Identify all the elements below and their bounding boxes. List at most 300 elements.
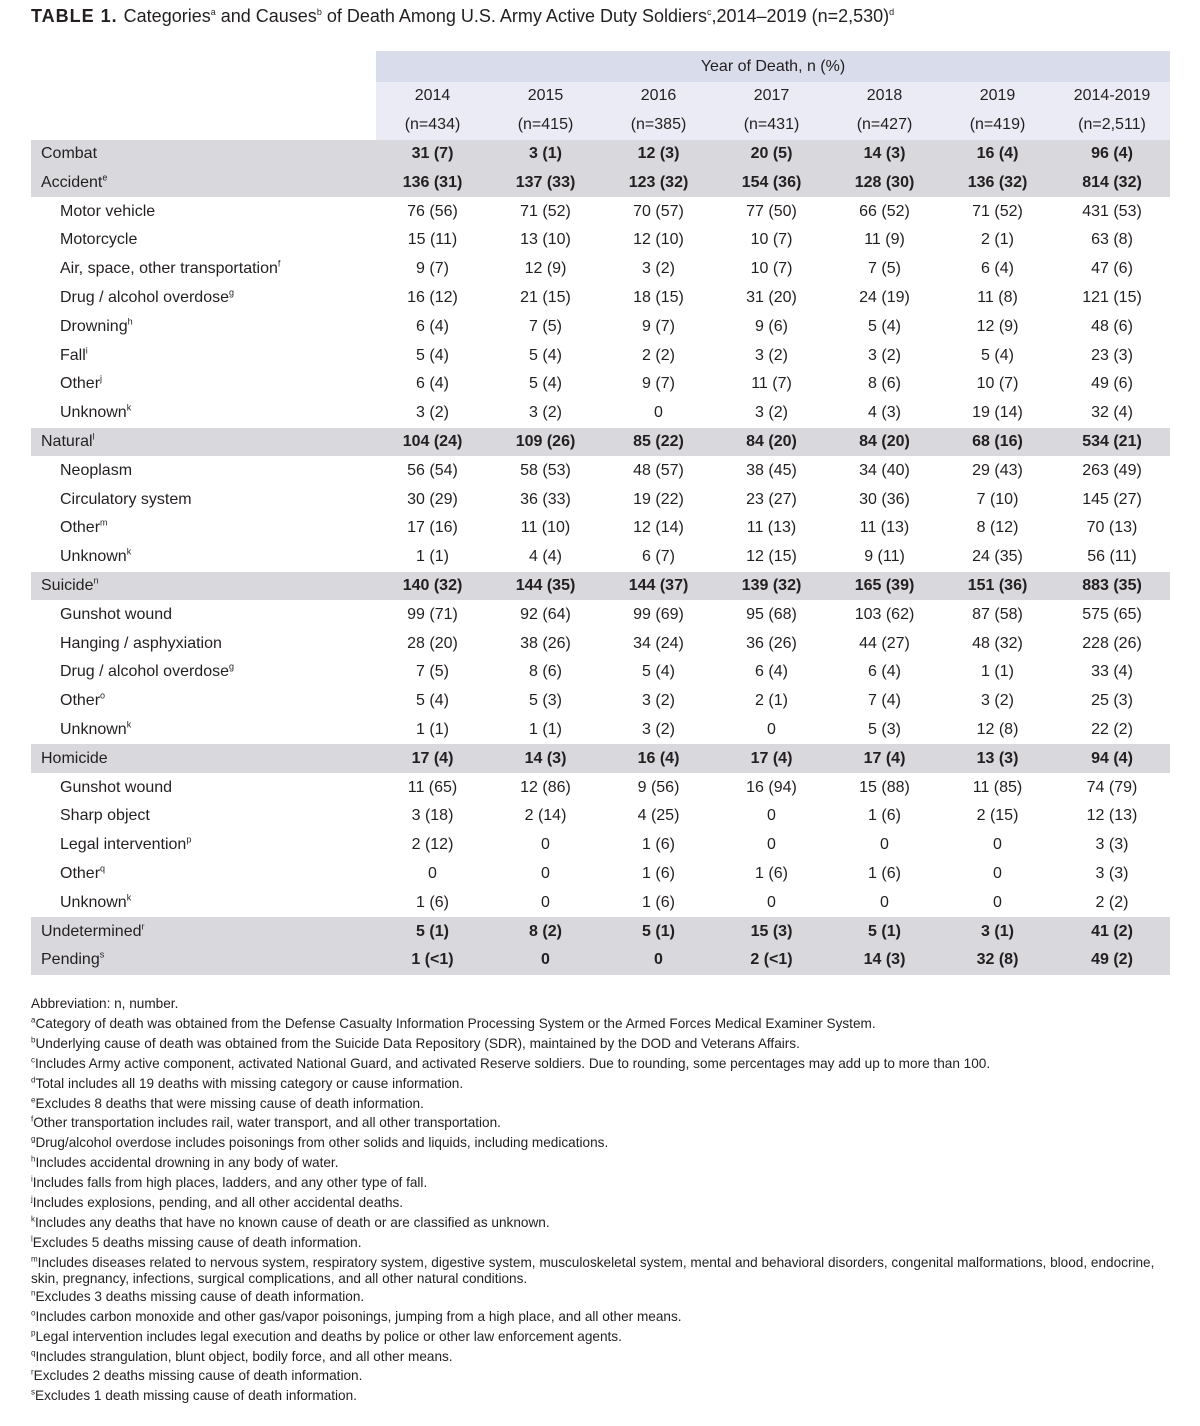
year-header: 2014-2019: [1054, 82, 1170, 111]
table-cell: 22 (2): [1091, 720, 1133, 738]
row-label: [31, 284, 376, 313]
table-cell: 70 (57): [633, 202, 684, 220]
table-cell: 10 (7): [750, 260, 793, 278]
table-cell: 19 (22): [633, 490, 684, 508]
table-cell: 16 (4): [602, 744, 715, 773]
row-label: [31, 341, 376, 370]
table-cell: 15 (3): [715, 917, 828, 946]
table-cell: 8 (12): [976, 519, 1019, 537]
table-cell: 23 (3): [1091, 346, 1133, 364]
row-label: [31, 428, 376, 457]
table-cell: 3 (2): [755, 346, 788, 364]
table-cell: 15 (88): [859, 778, 910, 796]
row-label: [31, 226, 376, 255]
table-cell: 12 (8): [976, 720, 1019, 738]
footnote-marker: s: [31, 1387, 35, 1397]
footnote: [31, 1133, 1181, 1153]
footnote: [31, 1327, 1181, 1347]
year-header: 2015: [489, 82, 602, 111]
row-label: [31, 370, 376, 399]
footnote-text: Legal intervention includes legal execution and deaths by police or other law enforcement agents.: [35, 1328, 622, 1344]
table-cell: 23 (27): [746, 490, 797, 508]
table-cell: 11 (10): [520, 519, 571, 537]
row-label-text: Drug / alcohol overdose: [60, 288, 229, 306]
cause-row: [31, 197, 1170, 226]
category-row: [31, 744, 1170, 773]
cause-row: [31, 456, 1170, 485]
n-header: (n=415): [489, 111, 602, 140]
table-cell: 3 (2): [868, 346, 901, 364]
table-cell: 11 (85): [972, 778, 1023, 796]
table-cell: 1 (1): [529, 720, 562, 738]
footnote-marker: j: [31, 1194, 33, 1204]
table-cell: 44 (27): [859, 634, 910, 652]
table-cell: 1 (6): [642, 893, 675, 911]
row-label: [31, 716, 376, 745]
table-cell: 883 (35): [1054, 572, 1170, 601]
table-cell: 30 (29): [407, 490, 458, 508]
table-cell: 3 (2): [642, 260, 675, 278]
footnote-marker: k: [126, 402, 132, 413]
table-cell: 5 (1): [828, 917, 941, 946]
row-label-text: Motorcycle: [60, 231, 138, 249]
row-label: [31, 600, 376, 629]
row-label-text: Combat: [41, 144, 98, 162]
table-cell: 3 (2): [755, 404, 788, 422]
table-cell: 123 (32): [602, 168, 715, 197]
footnote: [31, 994, 1181, 1014]
table-cell: 128 (30): [828, 168, 941, 197]
table-cell: 103 (62): [854, 605, 915, 623]
footnote: [31, 1287, 1181, 1307]
table-cell: 575 (65): [1082, 605, 1142, 623]
row-label: [31, 629, 376, 658]
cause-row: [31, 831, 1170, 860]
table-cell: 8 (2): [489, 917, 602, 946]
table-cell: 0: [602, 946, 715, 975]
table-cell: 263 (49): [1082, 461, 1142, 479]
footnotes: [31, 994, 1181, 1406]
table-cell: 13 (3): [941, 744, 1054, 773]
footnote-text: Excludes 5 deaths missing cause of death information.: [32, 1234, 362, 1250]
table-cell: 0: [654, 404, 663, 422]
n-header: (n=431): [715, 111, 828, 140]
footnote-marker: i: [31, 1174, 33, 1184]
row-label: [31, 456, 376, 485]
cause-row: [31, 658, 1170, 687]
row-label: [31, 658, 376, 687]
row-label-text: Air, space, other transportation: [60, 260, 278, 278]
footnote-marker: e: [102, 172, 108, 183]
table-cell: 3 (2): [642, 720, 675, 738]
table-cell: 4 (25): [637, 807, 680, 825]
table-cell: 2 (1): [981, 231, 1014, 249]
footnote: [31, 1173, 1181, 1193]
table-cell: 139 (32): [715, 572, 828, 601]
row-label: [31, 831, 376, 860]
table-cell: 16 (12): [407, 288, 458, 306]
cause-row: [31, 543, 1170, 572]
footnote-marker: m: [100, 518, 108, 529]
table-cell: 2 (14): [524, 807, 567, 825]
table-cell: 76 (56): [407, 202, 458, 220]
table-cell: 16 (4): [941, 140, 1054, 169]
table-cell: 84 (20): [828, 428, 941, 457]
footnote-text: Includes any deaths that have no known cause of death or are classified as unknown.: [35, 1214, 550, 1230]
row-label: [31, 312, 376, 341]
table-cell: 1 (6): [642, 836, 675, 854]
cause-row: [31, 485, 1170, 514]
cause-row: [31, 773, 1170, 802]
category-row: [31, 946, 1170, 975]
title-footnote-marker: b: [316, 7, 322, 17]
footnote-text: Excludes 8 deaths that were missing cause of death information.: [35, 1095, 424, 1111]
footnote-marker: a: [31, 1015, 36, 1025]
table-cell: 20 (5): [715, 140, 828, 169]
table-cell: 30 (36): [859, 490, 910, 508]
table-cell: 12 (10): [633, 231, 684, 249]
table-cell: 14 (3): [489, 744, 602, 773]
table-cell: 154 (36): [715, 168, 828, 197]
table-cell: 84 (20): [715, 428, 828, 457]
footnote-text: Excludes 1 death missing cause of death information.: [35, 1388, 357, 1404]
footnote-marker: b: [31, 1035, 36, 1045]
footnote: [31, 1014, 1181, 1034]
category-row: [31, 168, 1170, 197]
row-label-text: Motor vehicle: [60, 202, 156, 220]
cause-row: [31, 284, 1170, 313]
footnote-text: Includes carbon monoxide and other gas/vapor poisonings, jumping from a high place, and all other means.: [35, 1308, 682, 1324]
table-cell: 49 (6): [1091, 375, 1133, 393]
cause-row: [31, 629, 1170, 658]
table-cell: 2 (2): [1095, 893, 1129, 911]
row-label-text: Undetermined: [41, 922, 142, 940]
footnote-marker: c: [31, 1055, 35, 1065]
table-cell: 14 (3): [828, 946, 941, 975]
table-cell: 5 (4): [642, 663, 675, 681]
table-cell: 11 (7): [751, 375, 792, 393]
footnote: [31, 1054, 1181, 1074]
table-cell: 2 (1): [755, 692, 788, 710]
table-cell: 47 (6): [1091, 260, 1133, 278]
cause-row: [31, 687, 1170, 716]
table-cell: 9 (7): [416, 260, 449, 278]
table-cell: 3 (3): [1095, 864, 1129, 882]
footnote-text: Total includes all 19 deaths with missing category or cause information.: [35, 1075, 464, 1091]
footnote-marker: s: [99, 949, 105, 960]
footnote-text: Excludes 2 deaths missing cause of death information.: [33, 1368, 363, 1384]
row-label: [31, 514, 376, 543]
footnote-marker: j: [100, 374, 103, 385]
table-cell: 11 (13): [746, 519, 797, 537]
table-cell: 1 (6): [755, 864, 788, 882]
title-footnote-marker: a: [210, 7, 216, 17]
title-text: ,2014–2019 (n=2,530): [711, 6, 890, 26]
table-cell: 109 (26): [489, 428, 602, 457]
table-cell: 10 (7): [976, 375, 1019, 393]
cause-row: [31, 600, 1170, 629]
table-cell: 13 (10): [520, 231, 571, 249]
table-cell: 5 (1): [602, 917, 715, 946]
row-label-text: Gunshot wound: [60, 605, 173, 623]
table-cell: 92 (64): [520, 605, 571, 623]
table-cell: 17 (16): [407, 519, 458, 537]
table-cell: 7 (10): [976, 490, 1019, 508]
table-cell: 814 (32): [1054, 168, 1170, 197]
row-label: [31, 399, 376, 428]
row-label-text: Sharp object: [60, 807, 150, 825]
footnote: [31, 1307, 1181, 1327]
table-cell: 7 (5): [868, 260, 901, 278]
row-label-text: Homicide: [41, 749, 108, 767]
table-cell: 136 (32): [941, 168, 1054, 197]
table-cell: 99 (69): [633, 605, 684, 623]
year-header: 2018: [828, 82, 941, 111]
table-cell: 3 (1): [489, 140, 602, 169]
table-cell: 0: [767, 893, 776, 911]
title-text: Categories: [123, 6, 211, 26]
row-label-text: Fall: [60, 346, 86, 364]
footnote: [31, 1094, 1181, 1114]
footnote-marker: q: [100, 863, 106, 874]
footnote: [31, 1366, 1181, 1386]
row-label: [31, 917, 376, 946]
title-text: of Death Among U.S. Army Active Duty Soldiers: [321, 6, 707, 26]
footnote-text: Includes accidental drowning in any body of water.: [35, 1155, 339, 1171]
footnote-marker: d: [31, 1075, 36, 1085]
table-cell: 5 (3): [529, 692, 562, 710]
table-cell: 74 (79): [1086, 778, 1138, 796]
footnote-marker: k: [31, 1214, 35, 1224]
footnote-marker: h: [127, 316, 133, 327]
table-cell: 12 (9): [524, 260, 567, 278]
table-cell: 0: [489, 946, 602, 975]
table-cell: 9 (6): [755, 317, 788, 335]
footnote-marker: n: [31, 1288, 36, 1298]
row-label-text: Circulatory system: [60, 490, 192, 508]
table-cell: 4 (4): [529, 548, 562, 566]
footnote: [31, 1153, 1181, 1173]
footnote-text: Includes diseases related to nervous system, respiratory system, digestive system, musculoskeletal system, mental and behavioral disorders, congenital malformations, blood, endocrine, skin, pregnancy, infections, surgical complications, and all other natural conditions.: [31, 1254, 1155, 1286]
category-row: [31, 917, 1170, 946]
table-cell: 36 (33): [520, 490, 571, 508]
table-cell: 11 (8): [977, 288, 1018, 306]
footnote-marker: k: [126, 892, 132, 903]
table-cell: 0: [541, 836, 550, 854]
table-cell: 0: [767, 720, 776, 738]
row-label-text: Hanging / asphyxiation: [60, 634, 222, 652]
table-cell: 71 (52): [972, 202, 1023, 220]
footnote: [31, 1386, 1181, 1406]
n-header: (n=385): [602, 111, 715, 140]
row-label: [31, 255, 376, 284]
footnote-marker: l: [92, 431, 95, 442]
table-cell: 9 (56): [637, 778, 680, 796]
table-cell: 3 (2): [529, 404, 562, 422]
table-cell: 1 (6): [642, 864, 675, 882]
table-cell: 0: [993, 864, 1002, 882]
table-cell: 71 (52): [520, 202, 571, 220]
table-cell: 6 (4): [868, 663, 901, 681]
table-cell: 5 (4): [868, 317, 901, 335]
table-cell: 3 (2): [642, 692, 675, 710]
footnote-marker: p: [31, 1328, 36, 1338]
row-label: [31, 140, 376, 169]
footnote: [31, 1074, 1181, 1094]
table-label: TABLE 1.: [31, 6, 118, 26]
row-label: [31, 197, 376, 226]
cause-row: [31, 255, 1170, 284]
table-cell: 58 (53): [520, 461, 571, 479]
cause-row: [31, 860, 1170, 889]
year-header: 2014: [376, 82, 489, 111]
table-cell: 165 (39): [828, 572, 941, 601]
table-cell: 6 (4): [416, 317, 449, 335]
category-row: [31, 140, 1170, 169]
table-cell: 0: [880, 836, 889, 854]
footnote: [31, 1347, 1181, 1367]
table-cell: 0: [993, 893, 1002, 911]
table-cell: 12 (15): [746, 548, 797, 566]
footnote: [31, 1213, 1181, 1233]
n-header: (n=434): [376, 111, 489, 140]
footnote-text: Excludes 3 deaths missing cause of death information.: [35, 1288, 365, 1304]
row-label-text: Gunshot wound: [60, 778, 173, 796]
header-n-row: [31, 111, 1170, 140]
footnote-marker: p: [186, 834, 192, 845]
table-cell: 121 (15): [1082, 288, 1142, 306]
table-cell: 144 (37): [602, 572, 715, 601]
footnote-marker: k: [126, 546, 132, 557]
table-cell: 7 (5): [529, 317, 562, 335]
footnote-text: Includes strangulation, blunt object, bodily force, and all other means.: [35, 1348, 453, 1364]
table-cell: 9 (7): [642, 375, 675, 393]
table-cell: 0: [993, 836, 1002, 854]
table-cell: 151 (36): [941, 572, 1054, 601]
table-cell: 1 (1): [416, 720, 449, 738]
table-cell: 15 (11): [407, 231, 458, 249]
table-cell: 3 (2): [981, 692, 1014, 710]
footnote-text: Category of death was obtained from the Defense Casualty Information Processing System or the Armed Forces Medical Examiner System.: [35, 1015, 876, 1031]
table-cell: 1 (1): [416, 548, 449, 566]
table-cell: 32 (8): [941, 946, 1054, 975]
row-label: [31, 888, 376, 917]
n-header: (n=419): [941, 111, 1054, 140]
table-cell: 6 (4): [981, 260, 1014, 278]
table-cell: 5 (4): [416, 346, 449, 364]
category-row: [31, 572, 1170, 601]
table-cell: 3 (1): [941, 917, 1054, 946]
row-label: [31, 168, 376, 197]
footnote-marker: o: [100, 690, 106, 701]
table-cell: 36 (26): [746, 634, 797, 652]
table-cell: 6 (4): [755, 663, 788, 681]
table-cell: 99 (71): [407, 605, 458, 623]
table-cell: 9 (11): [864, 548, 905, 566]
table-cell: 6 (7): [642, 548, 675, 566]
cause-row: [31, 802, 1170, 831]
title-footnote-marker: c: [707, 7, 712, 17]
table-cell: 1 (1): [981, 663, 1014, 681]
footnote-text: Includes explosions, pending, and all other accidental deaths.: [32, 1195, 404, 1211]
table-cell: 8 (6): [529, 663, 562, 681]
row-label-text: Other: [60, 692, 101, 710]
table-title: [31, 6, 894, 27]
table-cell: 17 (4): [376, 744, 489, 773]
table-cell: 66 (52): [859, 202, 910, 220]
table-cell: 94 (4): [1054, 744, 1170, 773]
table-cell: 18 (15): [633, 288, 684, 306]
table-cell: 19 (14): [972, 404, 1023, 422]
table-cell: 534 (21): [1054, 428, 1170, 457]
footnote-marker: g: [31, 1134, 36, 1144]
table-cell: 48 (6): [1091, 317, 1133, 335]
header-blank: [31, 111, 376, 140]
footnote-marker: r: [141, 921, 145, 932]
table-cell: 3 (18): [411, 807, 454, 825]
table-cell: 56 (11): [1087, 548, 1137, 566]
table-cell: 77 (50): [746, 202, 797, 220]
table-cell: 41 (2): [1054, 917, 1170, 946]
table-cell: 144 (35): [489, 572, 602, 601]
footnote-text: Drug/alcohol overdose includes poisonings from other solids and liquids, including medications.: [35, 1135, 609, 1151]
footnote: [31, 1253, 1181, 1287]
footnote-marker: l: [31, 1234, 33, 1244]
footnote: [31, 1233, 1181, 1253]
footnote-marker: e: [31, 1095, 36, 1104]
table-cell: 7 (5): [416, 663, 449, 681]
table-cell: 1 (6): [868, 807, 901, 825]
year-header: 2017: [715, 82, 828, 111]
table-cell: 21 (15): [520, 288, 571, 306]
table-cell: 11 (9): [864, 231, 905, 249]
table-cell: 5 (1): [376, 917, 489, 946]
table-cell: 140 (32): [376, 572, 489, 601]
table-cell: 63 (8): [1091, 231, 1133, 249]
table-cell: 0: [880, 893, 889, 911]
footnote-marker: n: [93, 575, 99, 586]
table-cell: 85 (22): [602, 428, 715, 457]
table-cell: 28 (20): [407, 634, 458, 652]
footnote-marker: k: [126, 719, 132, 730]
row-label-text: Unknown: [60, 893, 127, 911]
year-header: 2016: [602, 82, 715, 111]
table-cell: 0: [428, 864, 437, 882]
table-cell: 1 (6): [868, 864, 901, 882]
table-cell: 31 (7): [376, 140, 489, 169]
footnote-text: Underlying cause of death was obtained from the Suicide Data Repository (SDR), maintained by the DOD and Veterans Affairs.: [35, 1035, 800, 1051]
cause-row: [31, 370, 1170, 399]
row-label: [31, 572, 376, 601]
table-cell: 4 (3): [868, 404, 901, 422]
row-label-text: Unknown: [60, 720, 127, 738]
title-text: and Causes: [215, 6, 317, 26]
row-label-text: Natural: [41, 432, 93, 450]
table-cell: 5 (3): [868, 720, 901, 738]
table-cell: 29 (43): [972, 461, 1023, 479]
footnote: [31, 1193, 1181, 1213]
header-blank: [31, 82, 376, 111]
title-footnote-marker: d: [889, 7, 895, 17]
footnote-marker: g: [228, 287, 234, 298]
table-cell: 2 (12): [411, 836, 454, 854]
table-cell: 16 (94): [746, 778, 797, 796]
table-cell: 0: [541, 893, 550, 911]
table-cell: 17 (4): [715, 744, 828, 773]
footnote-marker: o: [31, 1308, 36, 1318]
footnote-text: Other transportation includes rail, water transport, and all other transportation.: [33, 1115, 501, 1131]
table-cell: 12 (13): [1086, 807, 1138, 825]
